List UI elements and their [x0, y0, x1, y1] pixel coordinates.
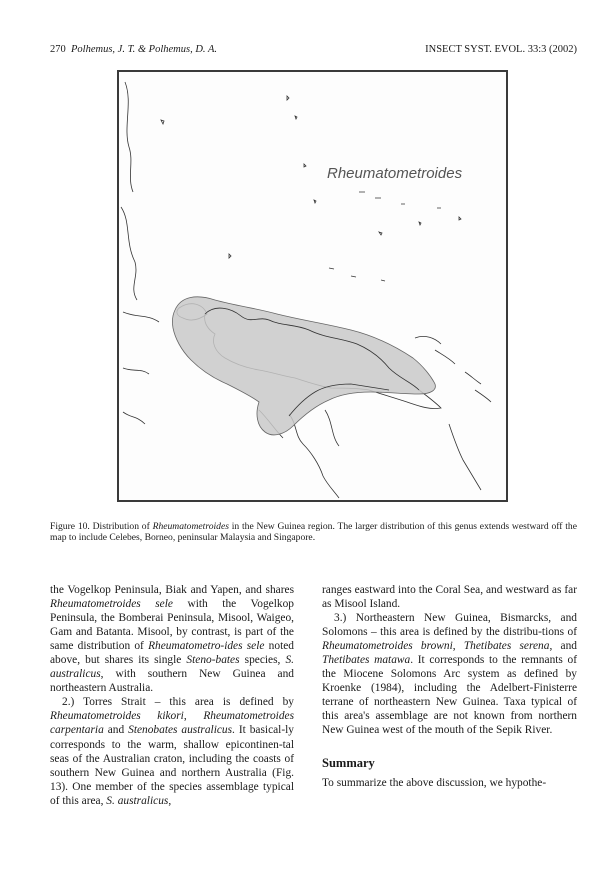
- text-run: the Vogelkop Peninsula, Biak and Yapen, and shares: [50, 584, 294, 596]
- caption-rest: in the New Guinea region. The larger distribution of this genus extends westward off the map to include Celebes, Borneo, peninsular Malaysia and Singapore.: [50, 521, 577, 543]
- header-authors: Polhemus, J. T. & Polhemus, D. A.: [71, 44, 218, 55]
- reef-line: [329, 268, 385, 281]
- italic-run: S. australicus: [106, 794, 169, 807]
- paragraph: [322, 583, 577, 611]
- text-run: . It basical-ly corresponds to the warm, shallow epicontinen-tal seas of the Australian craton, including the coasts of southern New Guinea and northern Australia (Fig. 13). One member of the species assemblage typical of this area,: [50, 724, 295, 807]
- text-run: 3.) Northeastern New Guinea, Bismarcks, and Solomons – this area is defined by the distribu-tions of: [322, 612, 577, 639]
- italic-run: Rheumatometroides carpentaria: [50, 710, 294, 737]
- island-small: [379, 232, 382, 235]
- coast-small: [123, 412, 145, 424]
- journal-citation: INSECT SYST. EVOL. 33:3 (2002): [425, 44, 577, 55]
- italic-run: Steno-bates: [186, 654, 240, 667]
- text-run: ranges eastward into the Coral Sea, and westward as far as Misool Island.: [322, 584, 577, 611]
- coast-small: [123, 368, 149, 374]
- text-column-right: [322, 583, 577, 790]
- text-run: , with southern New Guinea and northeastern Australia.: [50, 668, 294, 695]
- italic-run: Rheumatometroides kikori: [50, 710, 184, 723]
- bismarck-islands: [415, 336, 455, 364]
- figure-caption: [50, 521, 577, 543]
- figure-map: [117, 70, 508, 502]
- island-small: [161, 120, 164, 124]
- text-run: ,: [168, 794, 172, 807]
- running-header: [50, 44, 577, 60]
- island-small: [304, 164, 306, 167]
- text-run: and: [103, 724, 129, 737]
- italic-run: Thetibates serena: [463, 640, 550, 653]
- coastline-west-2: [121, 207, 137, 300]
- paragraph: [50, 583, 294, 695]
- paragraph: [322, 611, 577, 737]
- island-small: [229, 254, 231, 258]
- text-run: ,: [452, 640, 464, 653]
- text-run: with the Vogelkop Peninsula, the Bomberai Peninsula, Misool, Waigeo, Gam and Batanta. Misool, by contrast, is part of the same distribution of: [50, 598, 294, 653]
- distribution-area: [172, 297, 435, 435]
- map-label: Rheumatometroides: [327, 165, 463, 182]
- italic-run: Stenobates australicus: [128, 724, 233, 737]
- coastline-west-3: [123, 312, 159, 322]
- island-small: [459, 217, 461, 220]
- solomon-islands: [465, 372, 491, 402]
- coastline-west: [125, 82, 133, 192]
- text-run: noted above, but shares its single: [50, 640, 294, 667]
- italic-run: Thetibates matawa: [322, 654, 411, 667]
- section-heading-summary: Summary: [322, 755, 375, 770]
- caption-prefix: Figure 10. Distribution of: [50, 521, 153, 532]
- italic-run: Rheumatometro-ides sele: [148, 640, 265, 653]
- text-run: 2.) Torres Strait – this area is defined by: [62, 696, 294, 709]
- island-small: [295, 116, 297, 119]
- text-run: . It corresponds to the remnants of the Miocene Solomons Arc system as defined by Kroenke (1984), including the Adelbert-Finisterre terrane of northeastern New Guinea. Taxa typical of this area's assemblage are not known from northern New Guinea west of the mouth of the Sepik River.: [322, 654, 577, 737]
- text-run: , and: [549, 640, 577, 653]
- island-small: [287, 96, 289, 100]
- header-left: [50, 44, 217, 55]
- italic-run: S. australicus: [50, 654, 294, 681]
- queensland-coast: [449, 424, 481, 490]
- italic-run: Rheumatometroides sele: [50, 598, 173, 611]
- page-number: 270: [50, 44, 66, 55]
- text-run: To summarize the above discussion, we hypothe-: [322, 776, 547, 789]
- reef-line: [359, 192, 441, 208]
- text-run: species,: [239, 654, 286, 667]
- distribution-map: [119, 72, 506, 500]
- cape-york: [325, 410, 339, 446]
- text-column-left: [50, 583, 294, 808]
- paragraph: [50, 695, 294, 807]
- island-small: [314, 200, 316, 203]
- caption-genus: Rheumatometroides: [152, 521, 229, 532]
- text-run: ,: [183, 710, 204, 723]
- italic-run: Rheumatometroides browni: [322, 640, 453, 653]
- paragraph: [322, 776, 577, 790]
- island-small: [419, 222, 421, 225]
